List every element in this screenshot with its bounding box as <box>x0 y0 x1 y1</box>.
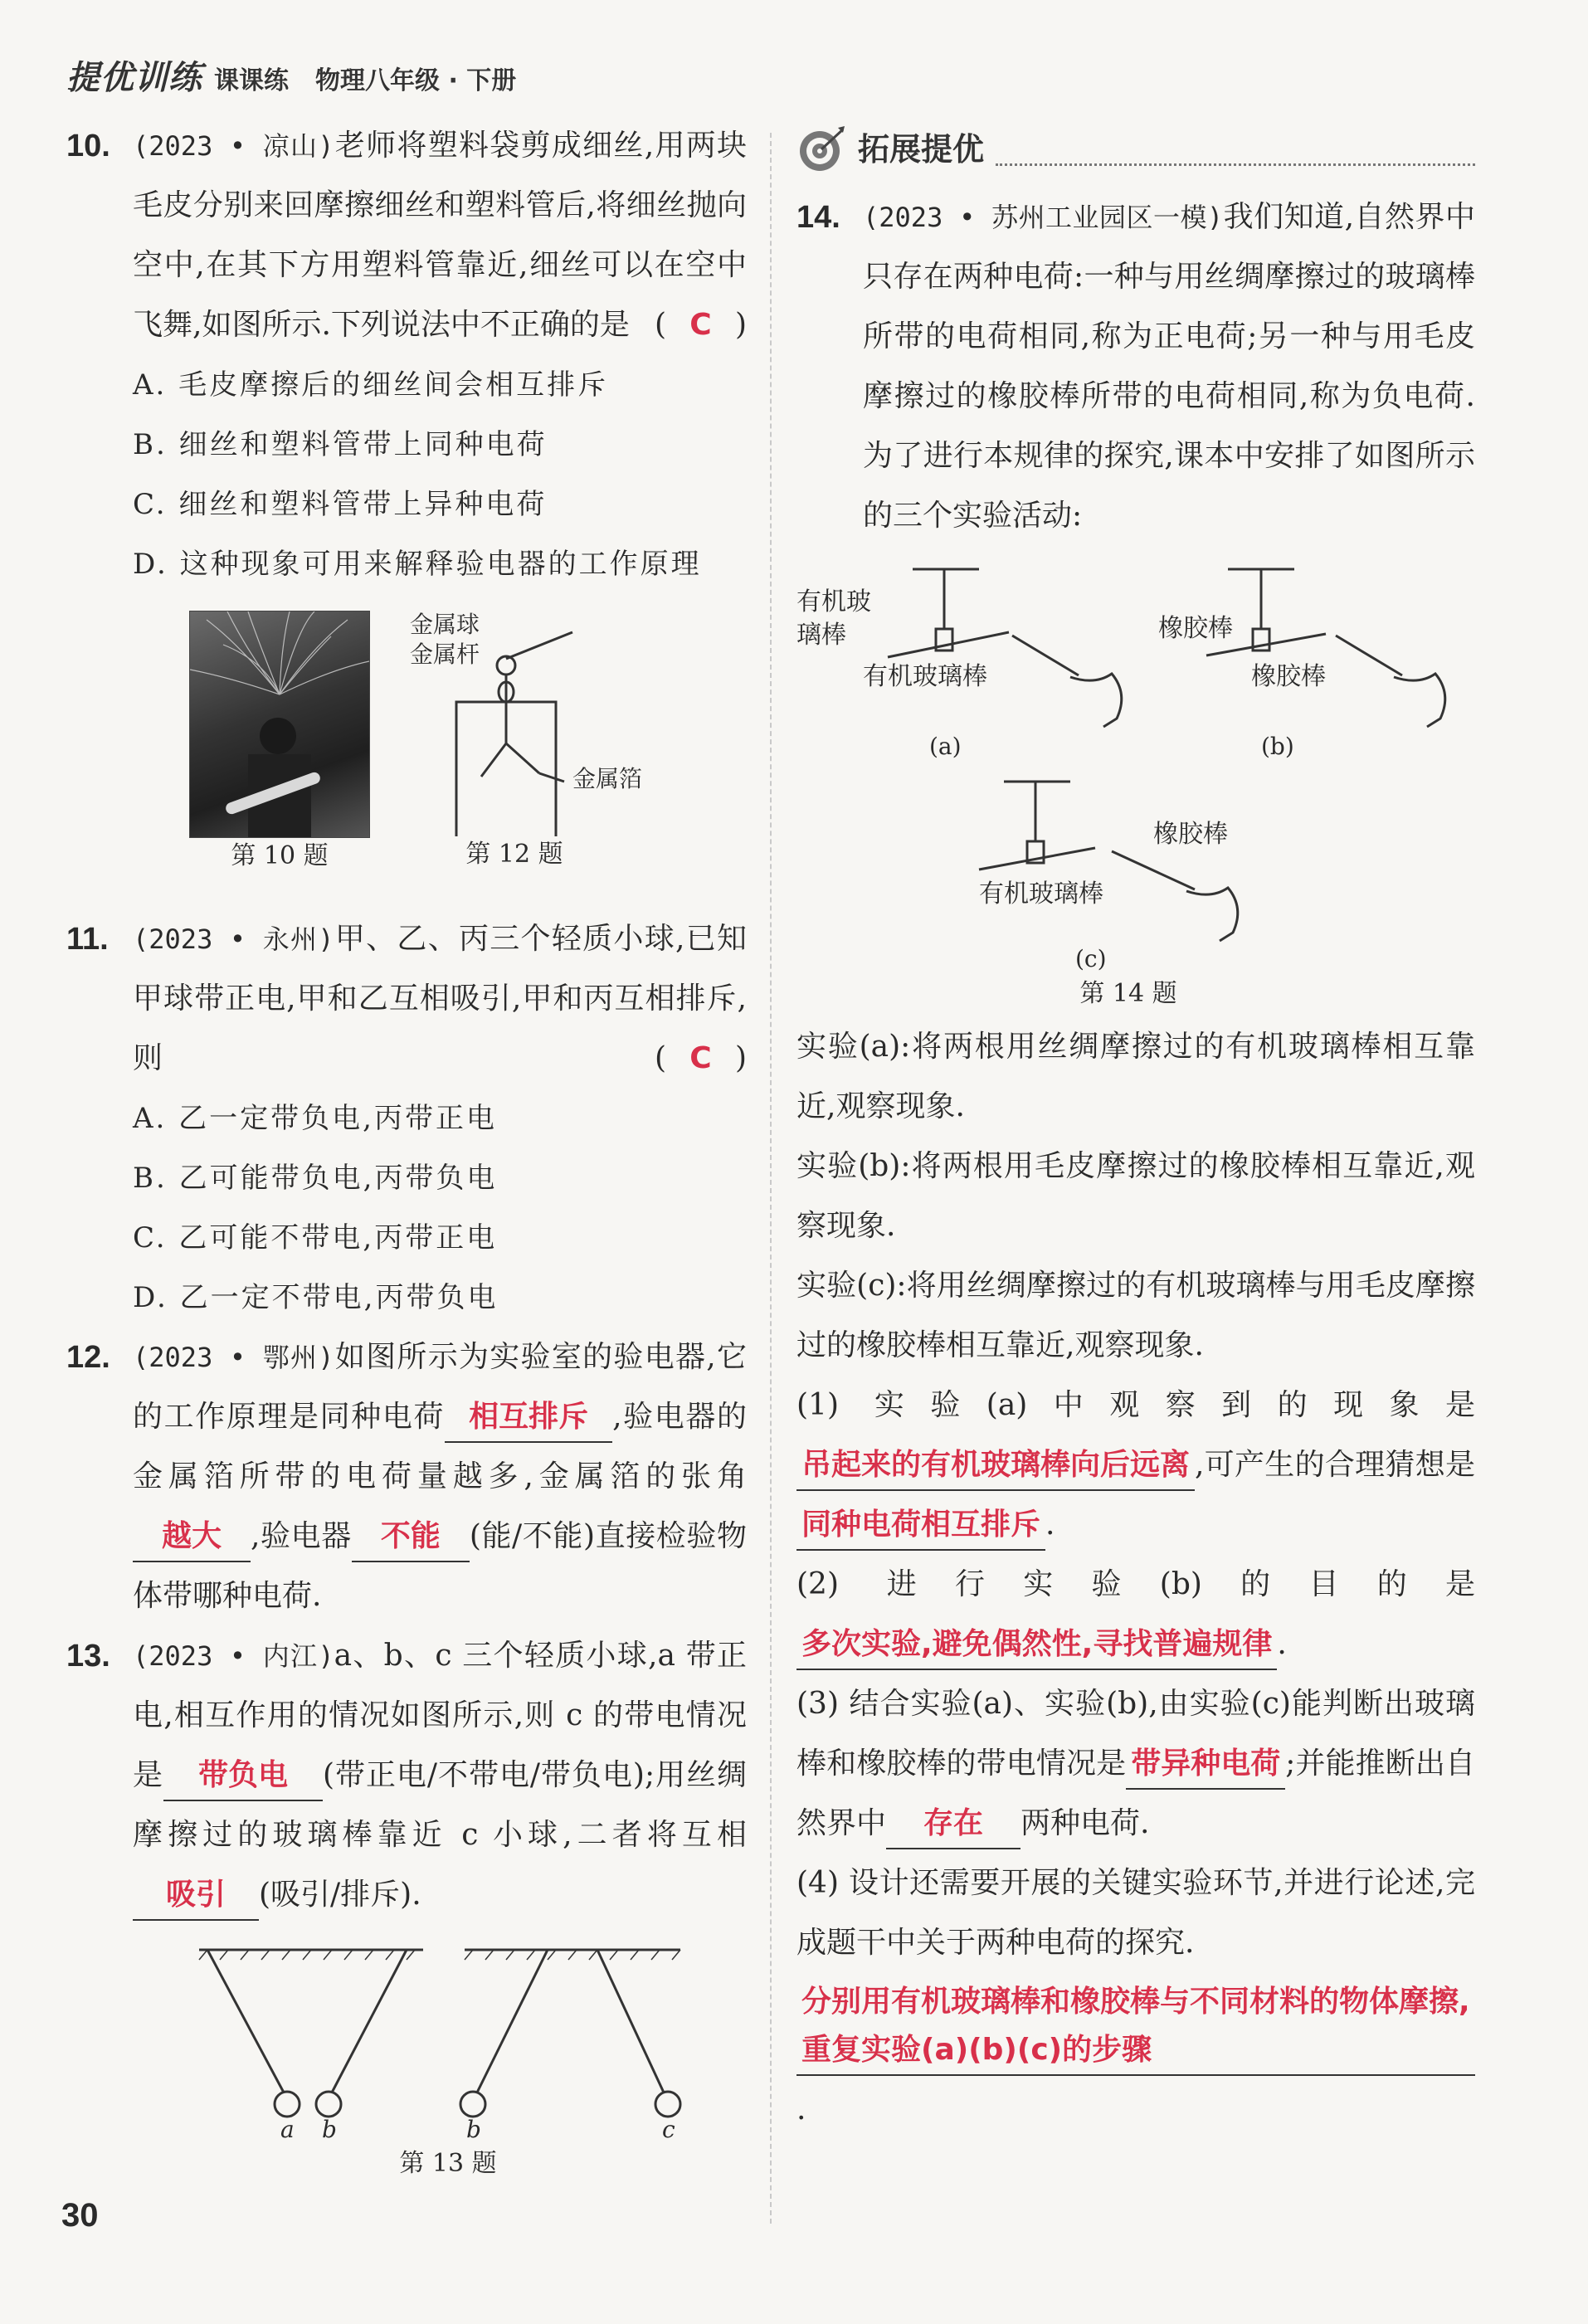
answer-blank <box>1126 1740 1285 1790</box>
part-text: ;并能推断出自然界中 <box>796 1747 1475 1840</box>
question-number: 10. <box>66 129 110 163</box>
answer-text: 吸引 <box>165 1878 226 1912</box>
answer-text: 多次实验,避免偶然性,寻找普遍规律 <box>801 1627 1273 1661</box>
figure-14 <box>796 553 1475 1017</box>
question-text: a、b、c 三个轻质小球,a 带正电,相互作用的情况如图所示,则 c 的带电情况是 <box>133 1639 747 1792</box>
question-stem: 老师将塑料袋剪成细丝,用两块毛皮分别来回摩擦细丝和塑料管后,将细丝抛向空中,在其下方用塑料管靠近,细丝可以在空中飞舞,如图所示.下列说法中不正确的是 <box>133 129 747 342</box>
question-number: 12. <box>66 1340 110 1375</box>
answer-paren: ( C ) <box>655 1029 747 1089</box>
question-13 <box>66 1626 747 1925</box>
answer-text: 带异种电荷 <box>1131 1747 1281 1781</box>
answer-choice: C <box>689 308 712 342</box>
label-a-hanging-rod: 有机玻璃棒 <box>796 587 871 650</box>
answer-blank <box>796 1620 1277 1670</box>
label-metal-foil: 金属箔 <box>572 765 643 792</box>
question-source: (2023 • 永州) <box>133 923 334 955</box>
ball-label-b: b <box>466 2116 481 2143</box>
ball-label-c: c <box>662 2116 675 2143</box>
option-a: A. 乙一定带负电,丙带正电 <box>133 1102 497 1135</box>
question-source: (2023 • 鄂州) <box>133 1342 334 1373</box>
question-12 <box>66 1328 747 1626</box>
figure-12-caption: 第 12 题 <box>465 840 563 869</box>
answer-blank <box>796 1978 1475 2076</box>
photo-image <box>189 611 370 838</box>
label-c-hand-rod: 橡胶棒 <box>1153 820 1228 849</box>
figure-13 <box>66 1933 747 2182</box>
part-text: ,可产生的合理猜想是 <box>1195 1448 1475 1482</box>
label-a-hand-rod: 有机玻璃棒 <box>863 662 987 691</box>
question-number: 13. <box>66 1639 110 1674</box>
question-10 <box>66 116 747 355</box>
answer-text: 越大 <box>161 1519 222 1553</box>
page-header <box>66 51 516 101</box>
question-text: 如图所示为实验室的验电器,它的工作原理是同种电荷 <box>133 1340 747 1434</box>
label-b-sub: (b) <box>1261 733 1294 760</box>
part-text: . <box>1277 1627 1287 1661</box>
experiment-c-text: 实验(c):将用丝绸摩擦过的有机玻璃棒与用毛皮摩擦过的橡胶棒相互靠近,观察现象. <box>796 1269 1475 1362</box>
course-name: 课课练 <box>214 66 289 95</box>
answer-text: 分别用有机玻璃棒和橡胶棒与不同材料的物体摩擦,重复实验(a)(b)(c)的步骤 <box>801 1985 1470 2067</box>
label-a-sub: (a) <box>929 733 962 760</box>
part-text: . <box>1045 1508 1055 1542</box>
column-divider <box>770 133 772 2224</box>
part-1 <box>796 1376 1475 1555</box>
label-b-hanging-rod: 橡胶棒 <box>1158 614 1233 643</box>
experiment-a-text: 实验(a):将两根用丝绸摩擦过的有机玻璃棒相互靠近,观察现象. <box>796 1030 1475 1123</box>
answer-text: 吊起来的有机玻璃棒向后远离 <box>801 1448 1191 1482</box>
label-metal-rod: 金属杆 <box>410 641 480 668</box>
part-4 <box>796 1854 1475 1973</box>
section-rule <box>996 163 1475 166</box>
answer-blank <box>133 1513 251 1562</box>
option-d: D. 这种现象可用来解释验电器的工作原理 <box>133 548 702 581</box>
ball-label-b: b <box>322 2116 337 2143</box>
figure-10-caption: 第 10 题 <box>231 841 329 870</box>
answer-blank <box>445 1393 612 1443</box>
option-a: A. 毛皮摩擦后的细丝间会相互排斥 <box>133 368 609 402</box>
answer-choice: C <box>689 1041 712 1075</box>
figure-14-caption: 第 14 题 <box>1079 979 1177 1008</box>
experiment-b-text: 实验(b):将两根用毛皮摩擦过的橡胶棒相互靠近,观察现象. <box>796 1149 1475 1243</box>
question-source: (2023 • 内江) <box>133 1640 334 1672</box>
question-source: (2023 • 苏州工业园区一模) <box>863 202 1224 233</box>
answer-text: 存在 <box>923 1806 984 1840</box>
answer-text: 相互排斥 <box>469 1400 589 1434</box>
figure-12 <box>410 611 664 869</box>
question-14 <box>796 188 1475 546</box>
pendulum-diagram <box>66 1933 747 2141</box>
answer-blank <box>163 1752 323 1801</box>
option-b: B. 乙可能带负电,丙带负电 <box>133 1162 498 1195</box>
question-text: (能/不能)直接检验物体带哪种电荷. <box>133 1519 747 1613</box>
answer-blank <box>133 1871 259 1921</box>
part-3 <box>796 1674 1475 1854</box>
experiment-diagram <box>796 553 1475 984</box>
page-number: 30 <box>61 2197 99 2234</box>
subject-title: 物理八年级 · 下册 <box>315 66 517 95</box>
option-c: C. 乙可能不带电,丙带正电 <box>133 1221 498 1255</box>
question-text: ,验电器的金属箔所带的电荷量越多,金属箔的张角 <box>133 1400 747 1493</box>
right-column <box>796 116 1475 2140</box>
answer-blank <box>886 1800 1021 1849</box>
part-text: 两种电荷. <box>1021 1806 1150 1840</box>
question-text: (吸引/排斥). <box>259 1878 421 1912</box>
target-icon <box>796 124 846 174</box>
label-c-hanging-rod: 有机玻璃棒 <box>979 879 1103 909</box>
label-b-hand-rod: 橡胶棒 <box>1251 662 1326 691</box>
figures-10-12 <box>66 611 747 909</box>
question-number: 11. <box>66 922 109 957</box>
question-text: (带正电/不带电/带负电);用丝绸摩擦过的玻璃棒靠近 c 小球,二者将互相 <box>133 1758 747 1852</box>
label-c-sub: (c) <box>1075 945 1107 972</box>
figure-10 <box>189 611 370 875</box>
option-c: C. 细丝和塑料管带上异种电荷 <box>133 488 548 521</box>
answer-blank <box>352 1513 470 1562</box>
photo-strands <box>190 611 369 837</box>
question-stem: 我们知道,自然界中只存在两种电荷:一种与用丝绸摩擦过的玻璃棒所带的电荷相同,称为正电荷;另一种与用毛皮摩擦过的橡胶棒所带的电荷相同,称为负电荷.为了进行本规律的探究,课本中安排了如图所示的三个实验活动: <box>863 200 1475 533</box>
brand-logo: 提优训练 <box>66 59 202 97</box>
question-number: 14. <box>796 200 840 235</box>
label-metal-ball: 金属球 <box>410 611 480 638</box>
part-2 <box>796 1555 1475 1674</box>
option-d: D. 乙一定不带电,丙带负电 <box>133 1281 499 1314</box>
answer-blank <box>796 1501 1045 1551</box>
left-column <box>66 116 747 2182</box>
question-11 <box>66 909 747 1089</box>
answer-text: 不能 <box>380 1519 441 1553</box>
section-header <box>796 116 1475 183</box>
option-b: B. 细丝和塑料管带上同种电荷 <box>133 428 548 461</box>
part-text: (1) 实验(a)中观察到的现象是 <box>796 1388 1475 1422</box>
part-text: (4) 设计还需要开展的关键实验环节,并进行论述,完成题干中关于两种电荷的探究. <box>796 1866 1475 1960</box>
figure-13-caption: 第 13 题 <box>399 2149 497 2178</box>
part-text: (2) 进行实验(b)的目的是 <box>796 1567 1475 1601</box>
part-4-answer <box>796 1978 1475 2140</box>
question-text: ,验电器 <box>251 1519 352 1553</box>
ball-label-a: a <box>280 2116 295 2143</box>
section-title: 拓展提优 <box>858 131 985 168</box>
part-text: . <box>796 2093 806 2127</box>
question-source: (2023 • 凉山) <box>133 130 334 162</box>
question-stem: 甲、乙、丙三个轻质小球,已知甲球带正电,甲和乙互相吸引,甲和丙互相排斥,则 <box>133 922 747 1075</box>
answer-blank <box>796 1441 1195 1491</box>
answer-text: 同种电荷相互排斥 <box>801 1508 1041 1542</box>
answer-text: 带负电 <box>197 1758 288 1792</box>
answer-paren: ( C ) <box>655 295 747 355</box>
part-text: (3) 结合实验(a)、实验(b),由实验(c)能判断出玻璃棒和橡胶棒的带电情况是 <box>796 1687 1475 1781</box>
